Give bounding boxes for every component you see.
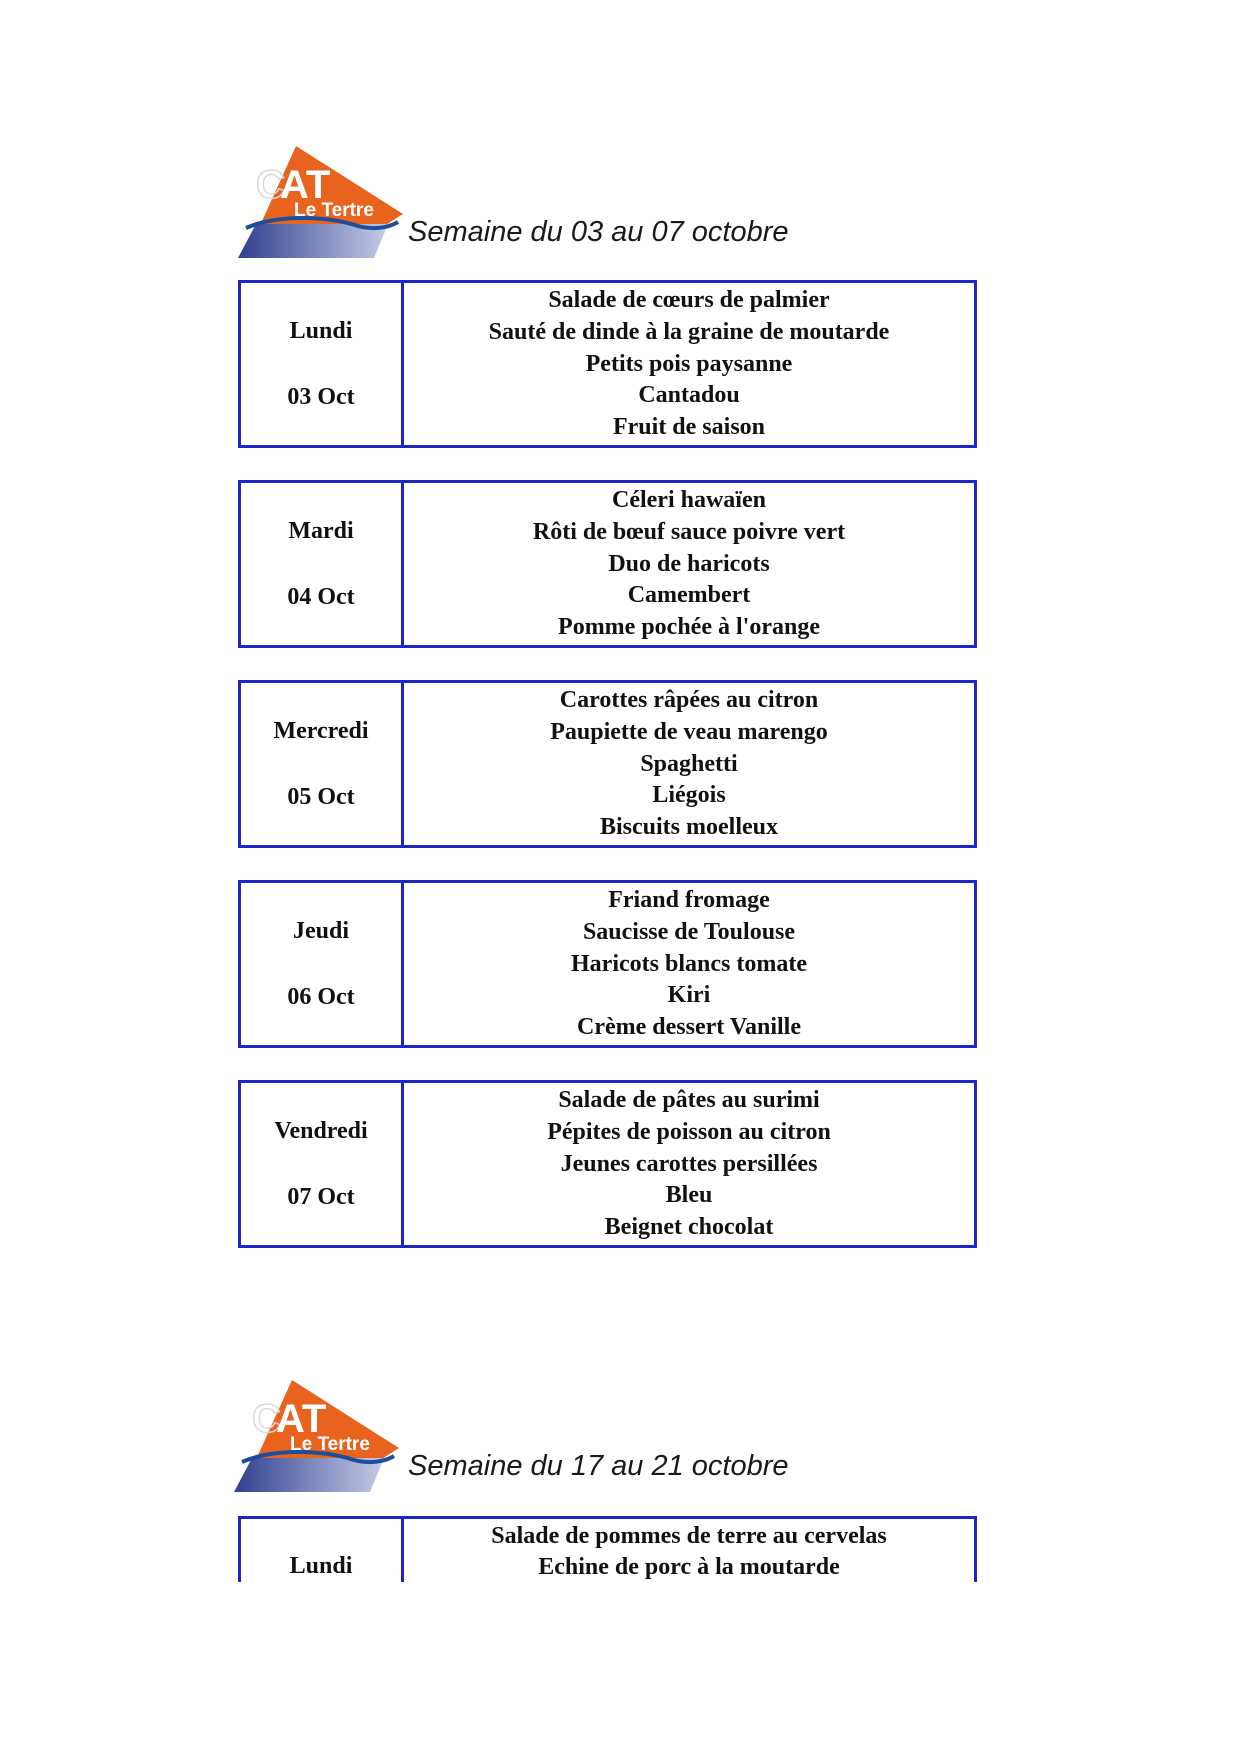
week-1-header xyxy=(238,146,1038,258)
menu-item: Bleu xyxy=(665,1182,713,1209)
menu-item: Céleri hawaïen xyxy=(612,487,766,513)
menu-cell xyxy=(404,883,974,1045)
menu-item: Friand fromage xyxy=(608,887,770,913)
day-cell xyxy=(241,683,404,845)
day-block-jeudi xyxy=(238,880,977,1048)
menu-item: Rôti de bœuf sauce poivre vert xyxy=(532,518,846,545)
day-block-vendredi xyxy=(238,1080,977,1248)
day-name: Mardi xyxy=(288,518,354,544)
menu-item: Haricots blancs tomate xyxy=(571,950,807,977)
menu-item: Biscuits moelleux xyxy=(600,814,778,840)
day-cell xyxy=(241,483,404,645)
menu-item: Petits pois paysanne xyxy=(585,350,793,377)
menu-item: Beignet chocolat xyxy=(604,1214,774,1240)
day-date: 05 Oct xyxy=(287,784,355,810)
menu-item: Duo de haricots xyxy=(608,550,770,577)
svg-text:C: C xyxy=(252,1397,281,1441)
day-block-mercredi xyxy=(238,680,977,848)
menu-cell xyxy=(404,483,974,645)
day-block-lundi-partial xyxy=(238,1516,977,1582)
day-cell xyxy=(241,283,404,445)
menu-item: Liégois xyxy=(652,782,726,809)
day-date: 04 Oct xyxy=(287,584,355,610)
menu-item: Echine de porc à la moutarde xyxy=(538,1554,840,1580)
menu-item: Crème dessert Vanille xyxy=(577,1014,801,1040)
menu-item: Sauté de dinde à la graine de moutarde xyxy=(488,318,890,345)
week-title: Semaine du 17 au 21 octobre xyxy=(408,1450,789,1482)
day-block-lundi xyxy=(238,280,977,448)
day-name: Lundi xyxy=(289,318,353,344)
day-name: Mercredi xyxy=(273,718,369,744)
day-name: Vendredi xyxy=(274,1118,368,1144)
day-date: 03 Oct xyxy=(287,384,355,410)
menu-cell xyxy=(404,1083,974,1245)
menu-item: Kiri xyxy=(667,982,711,1009)
day-date: 06 Oct xyxy=(287,984,355,1010)
menu-item: Salade de cœurs de palmier xyxy=(548,287,830,313)
menu-item: Spaghetti xyxy=(640,750,738,777)
menu-item: Carottes râpées au citron xyxy=(559,687,819,713)
day-cell xyxy=(241,883,404,1045)
day-name: Jeudi xyxy=(292,918,349,944)
menu-item: Paupiette de veau marengo xyxy=(550,718,828,745)
svg-text:AT: AT xyxy=(280,163,331,207)
menu-item: Pomme pochée à l'orange xyxy=(558,614,820,640)
menu-item: Cantadou xyxy=(638,382,740,409)
menu-item: Fruit de saison xyxy=(612,414,765,440)
menu-item: Salade de pommes de terre au cervelas xyxy=(491,1523,887,1549)
day-name: Lundi xyxy=(289,1553,353,1579)
menu-cell xyxy=(404,683,974,845)
menu-item: Salade de pâtes au surimi xyxy=(558,1087,820,1113)
svg-text:Le Tertre: Le Tertre xyxy=(290,1434,370,1455)
day-date: 07 Oct xyxy=(287,1184,355,1210)
day-cell xyxy=(241,1519,404,1582)
menu-item: Saucisse de Toulouse xyxy=(582,918,796,945)
menu-cell xyxy=(404,1519,974,1582)
menu-item: Camembert xyxy=(627,582,751,609)
menu-cell xyxy=(404,283,974,445)
week-2-header xyxy=(234,1380,1034,1492)
svg-text:C: C xyxy=(256,163,285,207)
day-block-mardi xyxy=(238,480,977,648)
cat-le-tertre-logo xyxy=(238,146,403,258)
week-title: Semaine du 03 au 07 octobre xyxy=(408,216,789,248)
menu-item: Jeunes carottes persillées xyxy=(560,1150,818,1177)
menu-item: Pépites de poisson au citron xyxy=(547,1118,831,1145)
cat-le-tertre-logo xyxy=(234,1380,399,1492)
svg-text:AT: AT xyxy=(276,1397,327,1441)
day-cell xyxy=(241,1083,404,1245)
svg-text:Le Tertre: Le Tertre xyxy=(294,200,374,221)
